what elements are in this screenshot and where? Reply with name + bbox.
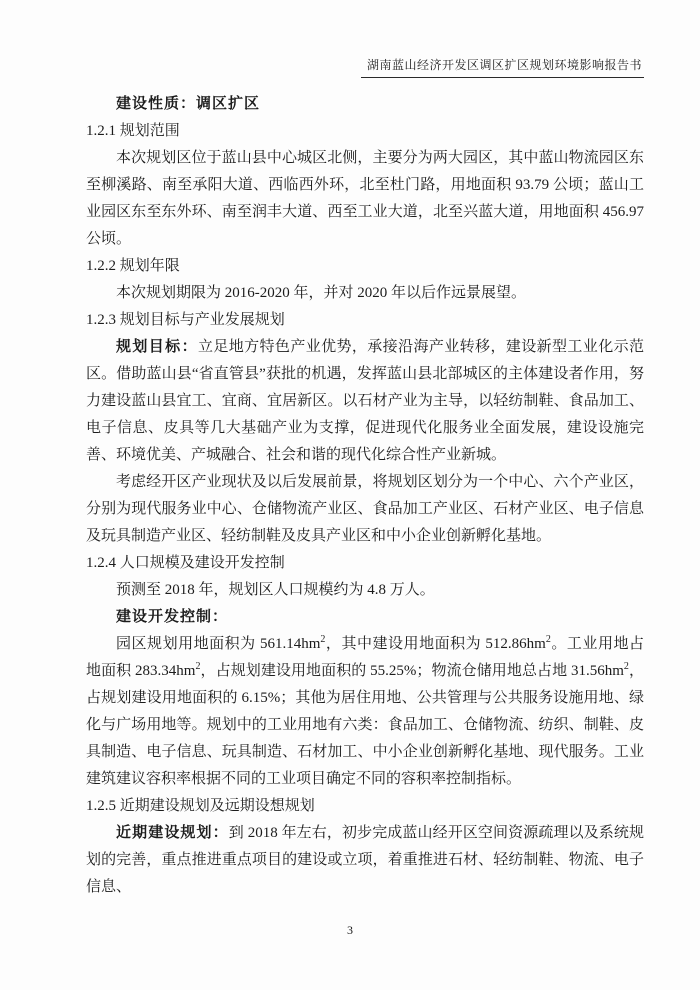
superscript-text: 2	[623, 661, 629, 672]
text-run: 1.2.4 人口规模及建设开发控制	[86, 555, 285, 571]
text-run: ，占规划建设用地面积的 6.15%；其他为居住用地、公共管理与公共服务设施用地、绿化与广场用地等。规划中的工业用地有六类：食品加工、仓储物流、纺织、制鞋、皮具制造、电子信息、玩具制造、石材加工、中小企业创新孵化基地、现代服务。工业建筑建议容积率根据不同的工业项目确定不同的容积率控制指标。	[86, 663, 644, 787]
text-run: 到 2018 年左右，初步完成蓝山经开区空间资源疏理以及系统规划的完善，重点推进重点项目的建设或立项，着重推进石材、轻纺制鞋、物流、电子信息、	[86, 825, 644, 895]
section-heading	[86, 307, 644, 334]
superscript-text: 2	[545, 634, 551, 645]
paragraph	[86, 91, 644, 118]
text-run: 1.2.1 规划范围	[86, 123, 180, 139]
text-run: 本次规划区位于蓝山县中心城区北侧，主要分为两大园区，其中蓝山物流园区东至柳溪路、南至承阳大道、西临西外环，北至杜门路，用地面积 93.79 公顷；蓝山工业园区东至东外环、南至润丰大道、西至工业大道，北至兴蓝大道，用地面积 456.97 公顷。	[86, 150, 644, 247]
paragraph	[86, 820, 644, 901]
text-run: ，占规划建设用地面积的 55.25%；物流仓储用地总占地 31.56hm	[200, 663, 624, 679]
text-run: 1.2.5 近期建设规划及远期设想规划	[86, 798, 315, 814]
bold-text-run: 建设性质：调区扩区	[116, 96, 261, 112]
document-body	[86, 91, 644, 901]
section-heading	[86, 550, 644, 577]
paragraph	[86, 145, 644, 253]
bold-text-run: 近期建设规划：	[116, 825, 229, 841]
paragraph	[86, 334, 644, 469]
text-run: 立足地方特色产业优势，承接沿海产业转移，建设新型工业化示范区。借助蓝山县“省直管县”获批的机遇，发挥蓝山县北部城区的主体建设者作用，努力建设蓝山县宜工、宜商、宜居新区。以石材产业为主导，以轻纺制鞋、食品加工、电子信息、皮具等几大基础产业为支撑，促进现代化服务业全面发展，建设设施完善、环境优美、产城融合、社会和谐的现代化综合性产业新城。	[86, 339, 644, 463]
paragraph	[86, 280, 644, 307]
text-run: 园区规划用地面积为 561.14hm	[116, 636, 321, 652]
paragraph	[86, 469, 644, 550]
text-run: 。工业用地占地面积 283.34hm	[86, 636, 644, 679]
header-title: 湖南蓝山经济开发区调区扩区规划环境影响报告书	[361, 56, 644, 78]
text-run: 考虑经开区产业现状及以后发展前景，将规划区划分为一个中心、六个产业区，分别为现代服务业中心、仓储物流产业区、食品加工产业区、石材产业区、电子信息及玩具制造产业区、轻纺制鞋及皮具产业区和中小企业创新孵化基地。	[86, 474, 644, 544]
section-heading	[86, 793, 644, 820]
page-header	[86, 56, 644, 78]
text-run: 1.2.2 规划年限	[86, 258, 180, 274]
page-footer	[0, 923, 700, 938]
paragraph	[86, 604, 644, 631]
page-number: 3	[347, 923, 353, 937]
bold-text-run: 规划目标：	[116, 339, 198, 355]
section-heading	[86, 118, 644, 145]
paragraph	[86, 577, 644, 604]
text-run: 本次规划期限为 2016-2020 年，并对 2020 年以后作远景展望。	[116, 285, 526, 301]
paragraph	[86, 631, 644, 793]
section-heading	[86, 253, 644, 280]
text-run: 预测至 2018 年，规划区人口规模约为 4.8 万人。	[116, 582, 435, 598]
text-run: 1.2.3 规划目标与产业发展规划	[86, 312, 285, 328]
superscript-text: 2	[320, 634, 326, 645]
superscript-text: 2	[195, 661, 201, 672]
text-run: ，其中建设用地面积为 512.86hm	[325, 636, 546, 652]
bold-text-run: 建设开发控制：	[116, 609, 229, 625]
